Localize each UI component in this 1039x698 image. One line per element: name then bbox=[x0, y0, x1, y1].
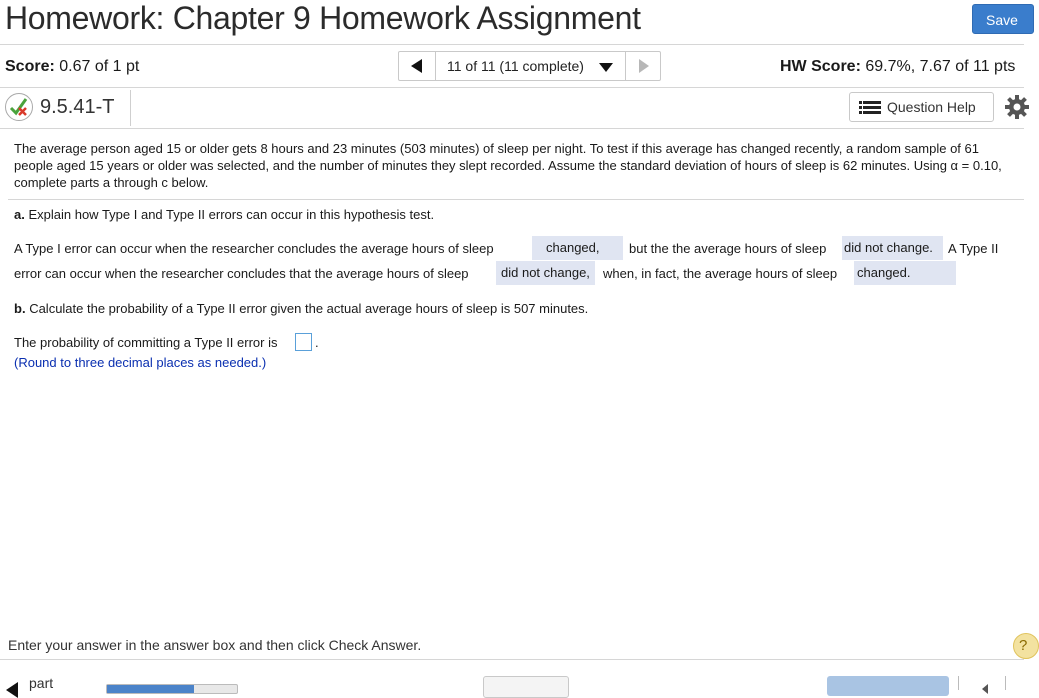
score-value: 0.67 of 1 pt bbox=[59, 58, 140, 75]
part-a-text: Explain how Type I and Type II errors can occur in this hypothesis test. bbox=[28, 207, 435, 222]
part-a-sentence-2: but the the average hours of sleep bbox=[629, 241, 827, 256]
question-score bbox=[5, 58, 139, 76]
gear-icon[interactable] bbox=[1004, 94, 1030, 120]
answer-instruction: Enter your answer in the answer box and then click Check Answer. bbox=[8, 637, 422, 653]
help-icon[interactable] bbox=[1013, 633, 1039, 659]
list-icon bbox=[859, 101, 881, 114]
question-id: 9.5.41-T bbox=[40, 96, 115, 118]
part-a-sentence-3: A Type II bbox=[948, 241, 999, 256]
part-a-sentence-4: error can occur when the researcher concludes that the average hours of sleep bbox=[14, 266, 469, 281]
help-glyph: ? bbox=[1019, 637, 1028, 654]
content-divider bbox=[8, 199, 1024, 200]
hw-score-value: 69.7%, 7.67 of 11 pts bbox=[865, 58, 1016, 75]
footer-toolbar bbox=[0, 672, 1024, 691]
type-two-truth-dropdown[interactable]: changed. bbox=[854, 261, 956, 285]
part-a-sentence-1: A Type I error can occur when the researcher concludes the average hours of sleep bbox=[14, 241, 494, 256]
type-two-probability-input[interactable] bbox=[295, 333, 312, 351]
footer-divider bbox=[0, 659, 1024, 660]
check-x-icon bbox=[6, 94, 32, 120]
part-a-label: a. bbox=[14, 207, 25, 222]
score-bar bbox=[0, 45, 1024, 88]
answer-period: . bbox=[315, 335, 319, 350]
part-b-question bbox=[14, 300, 588, 317]
part-label: part bbox=[29, 675, 54, 691]
homework-score bbox=[780, 58, 1015, 76]
footer-divider-right bbox=[1005, 676, 1006, 690]
question-help-button[interactable] bbox=[849, 92, 994, 122]
previous-nav-icon[interactable] bbox=[982, 684, 988, 694]
question-navigator bbox=[398, 51, 661, 81]
type-two-probability-prompt: The probability of committing a Type II error is bbox=[14, 335, 278, 350]
question-toolbar bbox=[0, 88, 1024, 129]
part-b-label: b. bbox=[14, 301, 26, 316]
toolbar-divider bbox=[130, 90, 131, 126]
rounding-hint: (Round to three decimal places as needed.) bbox=[14, 355, 267, 370]
footer-divider-left bbox=[958, 676, 959, 690]
part-a-sentence-5: when, in fact, the average hours of sleep bbox=[603, 266, 838, 281]
question-help-label: Question Help bbox=[887, 99, 976, 115]
question-position[interactable]: 11 of 11 (11 complete) bbox=[447, 58, 584, 74]
part-a-question bbox=[14, 206, 434, 223]
type-two-conclusion-dropdown[interactable]: did not change, bbox=[496, 261, 595, 285]
partial-credit-icon bbox=[5, 93, 33, 121]
type-one-truth-dropdown[interactable]: did not change. bbox=[842, 236, 943, 260]
hw-score-label: HW Score: bbox=[780, 58, 861, 75]
part-progress-fill bbox=[107, 685, 194, 693]
type-one-conclusion-dropdown[interactable]: changed, bbox=[532, 236, 623, 260]
page-title: Homework: Chapter 9 Homework Assignment bbox=[5, 0, 641, 36]
question-list-dropdown-icon[interactable] bbox=[599, 63, 613, 72]
part-progress-bar bbox=[106, 684, 238, 694]
next-question-icon[interactable] bbox=[625, 52, 661, 80]
clear-all-button[interactable] bbox=[483, 676, 569, 698]
save-button[interactable]: Save bbox=[972, 4, 1034, 34]
problem-statement: The average person aged 15 or older gets 8 hours and 23 minutes (503 minutes) of sleep per night. To test if this average has changed recently, a random sample of 61 people aged 15 years or older was selected, and the number of minutes they slept recorded. Assume the standard deviation of hours of sleep is 62 minutes. Using α = 0.10, complete parts a through c below. bbox=[14, 141, 1002, 190]
check-answer-button[interactable] bbox=[827, 676, 949, 696]
part-b-text: Calculate the probability of a Type II error given the actual average hours of sleep is 507 minutes. bbox=[29, 301, 589, 316]
score-label: Score: bbox=[5, 58, 55, 75]
page-header bbox=[0, 0, 1024, 45]
previous-part-icon[interactable] bbox=[6, 682, 18, 698]
previous-question-icon[interactable] bbox=[399, 52, 436, 80]
